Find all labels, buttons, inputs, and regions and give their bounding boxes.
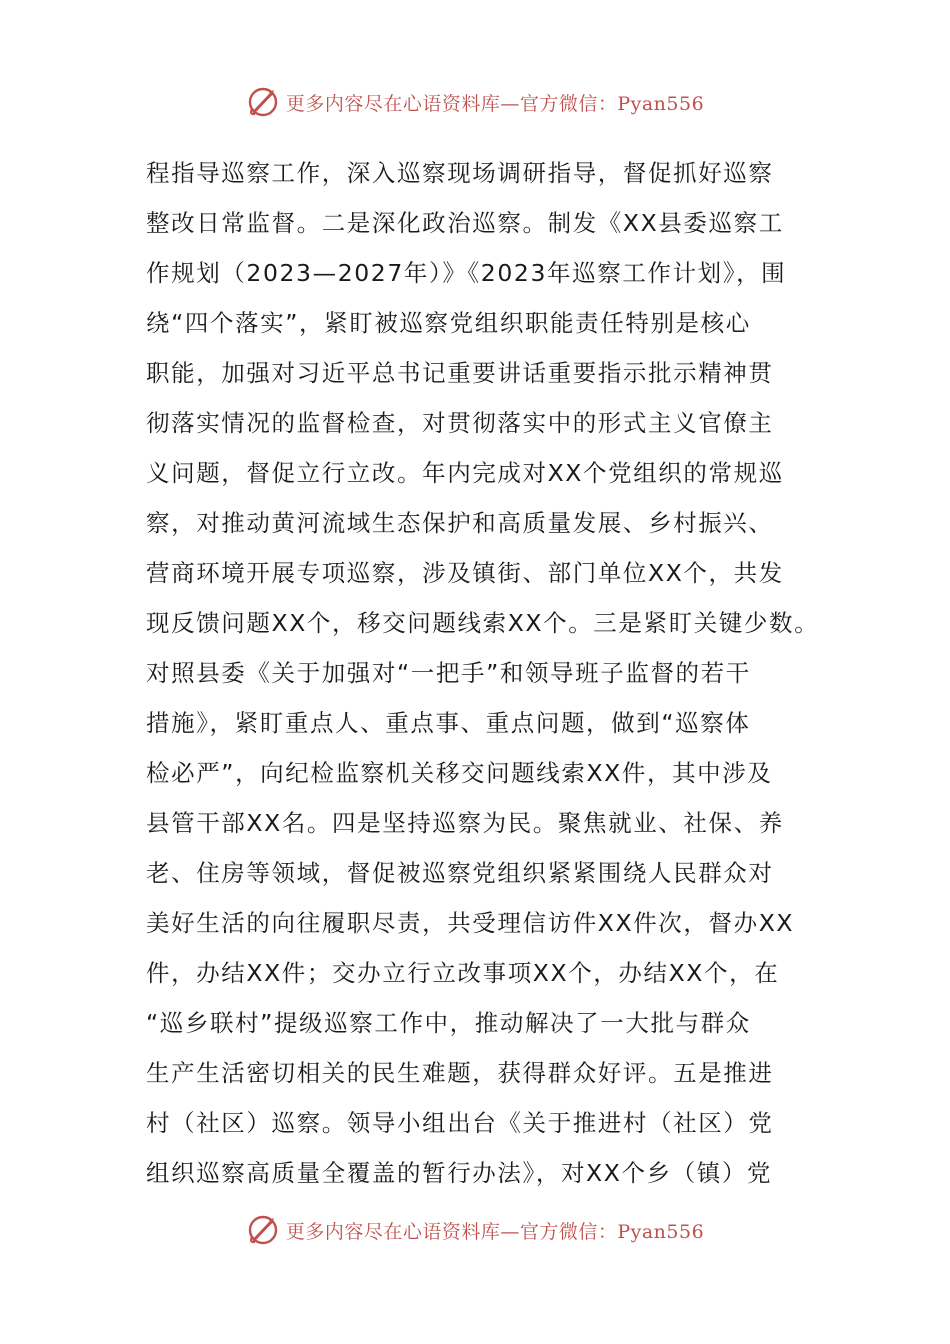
text-line: 老、住房等领域，督促被巡察党组织紧紧围绕人民群众对	[146, 859, 774, 887]
text-line: 现反馈问题XX个，移交问题线索XX个。三是紧盯关键少数。	[146, 609, 820, 637]
pen-logo-icon	[246, 1213, 280, 1247]
text-line: 彻落实情况的监督检查，对贯彻落实中的形式主义官僚主	[146, 409, 774, 437]
text-line: 作规划（2023—2027年）》《2023年巡察工作计划》，围	[146, 259, 787, 287]
text-line: 件，办结XX件；交办立行立改事项XX个，办结XX个，在	[146, 959, 780, 987]
text-line: 绕“四个落实”，紧盯被巡察党组织职能责任特别是核心	[146, 309, 751, 337]
text-line: 营商环境开展专项巡察，涉及镇街、部门单位XX个，共发	[146, 559, 784, 587]
text-line: 措施》，紧盯重点人、重点事、重点问题，做到“巡察体	[146, 709, 751, 737]
pen-logo-icon	[246, 85, 280, 119]
text-line: 组织巡察高质量全覆盖的暂行办法》，对XX个乡（镇）党	[146, 1159, 773, 1187]
document-body	[146, 148, 826, 1198]
header-watermark-text: 更多内容尽在心语资料库—官方微信：Pyan556	[285, 92, 705, 115]
footer-watermark-text: 更多内容尽在心语资料库—官方微信：Pyan556	[285, 1220, 705, 1243]
text-line: 整改日常监督。二是深化政治巡察。制发《XX县委巡察工	[146, 209, 784, 237]
text-line: 生产生活密切相关的民生难题，获得群众好评。五是推进	[146, 1059, 774, 1087]
text-line: 村（社区）巡察。领导小组出台《关于推进村（社区）党	[146, 1109, 774, 1137]
text-line: “巡乡联村”提级巡察工作中，推动解决了一大批与群众	[146, 1009, 751, 1037]
text-line: 美好生活的向往履职尽责，共受理信访件XX件次，督办XX	[146, 909, 795, 937]
footer-watermark	[0, 1210, 950, 1250]
text-line: 对照县委《关于加强对“一把手”和领导班子监督的若干	[146, 659, 751, 687]
text-line: 检必严”，向纪检监察机关移交问题线索XX件，其中涉及	[146, 759, 773, 787]
text-line: 县管干部XX名。四是坚持巡察为民。聚焦就业、社保、养	[146, 809, 784, 837]
text-line: 义问题，督促立行立改。年内完成对XX个党组织的常规巡	[146, 459, 784, 487]
text-line: 察，对推动黄河流域生态保护和高质量发展、乡村振兴、	[146, 509, 774, 537]
text-line: 职能，加强对习近平总书记重要讲话重要指示批示精神贯	[146, 359, 774, 387]
text-line: 程指导巡察工作，深入巡察现场调研指导，督促抓好巡察	[146, 159, 774, 187]
header-watermark	[0, 82, 950, 122]
